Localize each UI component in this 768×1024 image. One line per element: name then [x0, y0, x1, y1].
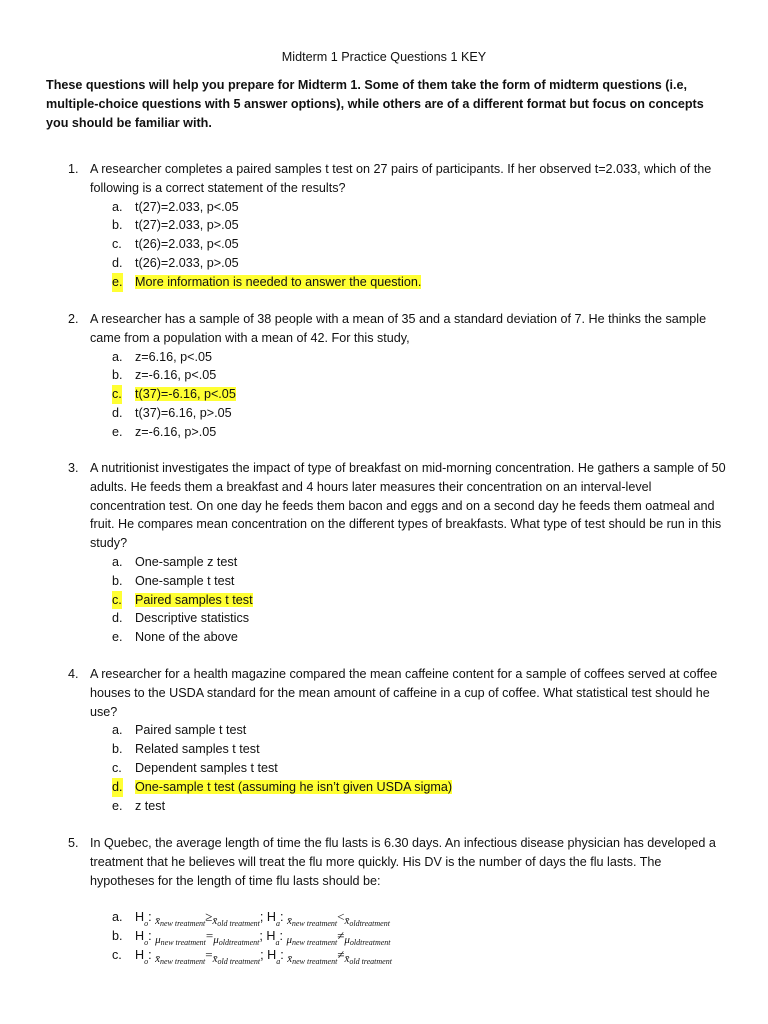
option-letter: b. [112, 218, 123, 233]
option-text: Descriptive statistics [135, 611, 250, 626]
option-letter: e. [112, 798, 123, 813]
option-letter: e. [112, 273, 123, 292]
question-2 [46, 310, 726, 442]
correct-answer-highlight: Paired samples t test [135, 592, 253, 607]
option-d-correct [46, 778, 726, 797]
option-letter: b. [112, 573, 123, 588]
option-text: t(27)=2.033, p>.05 [135, 218, 239, 233]
option-letter: a. [112, 554, 123, 569]
option-text: Dependent samples t test [135, 760, 278, 775]
option-letter: c. [112, 760, 122, 775]
option-letter: e. [112, 630, 123, 645]
answer-options [46, 721, 726, 815]
question-number: 2. [68, 312, 79, 326]
alt-hypothesis-label: $H_a$: [266, 929, 287, 948]
option-a [46, 198, 726, 217]
question-3 [46, 459, 726, 647]
option-a [46, 348, 726, 367]
question-text: A researcher completes a paired samples t test on 27 pairs of participants. If her observed t=2.033, which of the following is a correct statement of the results? [90, 162, 712, 195]
document-title: Midterm 1 Practice Questions 1 KEY [281, 50, 487, 64]
option-letter: b. [112, 368, 123, 383]
option-letter: d. [112, 255, 123, 270]
null-hypothesis-label: $H_o$: [135, 910, 156, 929]
option-text: Related samples t test [135, 742, 260, 757]
question-1 [46, 160, 726, 292]
question-text: A researcher has a sample of 38 people with a mean of 35 and a standard deviation of 7. He thinks the sample came from a population with a mean of 42. For this study, [90, 312, 707, 345]
option-text: Paired sample t test [135, 723, 247, 738]
option-letter: a. [112, 910, 123, 925]
option-text: z=6.16, p<.05 [135, 349, 213, 364]
option-letter: c. [112, 385, 122, 404]
answer-options [46, 198, 726, 292]
option-b [46, 740, 726, 759]
option-e-correct [46, 273, 726, 292]
hypothesis-options [46, 908, 726, 964]
option-c-correct [46, 591, 726, 610]
option-text: One-sample t test [135, 573, 235, 588]
option-letter: c. [112, 237, 122, 252]
option-b [46, 366, 726, 385]
option-letter: a. [112, 199, 123, 214]
question-stem [46, 834, 726, 890]
option-d [46, 404, 726, 423]
question-stem [46, 160, 726, 198]
option-a [46, 721, 726, 740]
option-e [46, 423, 726, 442]
option-letter: b. [112, 929, 123, 944]
option-c [46, 759, 726, 778]
option-text: t(26)=2.033, p>.05 [135, 255, 239, 270]
alt-hypothesis-label: $H_a$: [267, 947, 288, 966]
correct-answer-highlight: One-sample t test (assuming he isn’t given USDA sigma) [135, 779, 453, 794]
alt-hypothesis-label: $H_a$: [266, 910, 287, 929]
question-text: In Quebec, the average length of time the flu lasts is 6.30 days. An infectious disease physician has developed a treatment that he believes will treat the flu more quickly. His DV is the number of days the flu lasts. The hypotheses for the length of time flu lasts should be: [90, 836, 716, 888]
option-letter: d. [112, 778, 123, 797]
option-d [46, 254, 726, 273]
option-d [46, 609, 726, 628]
option-b [46, 572, 726, 591]
question-number: 5. [68, 836, 79, 850]
option-b [46, 216, 726, 235]
question-number: 4. [68, 667, 79, 681]
option-letter: c. [112, 947, 122, 962]
question-text: A nutritionist investigates the impact of type of breakfast on mid-morning concentration. He gathers a sample of 50 adults. He feeds them a breakfast and 4 hours later measures their concentration on an interval-level concentration test. On one day he feeds them bacon and eggs and on a second day he feeds them oatmeal and fruit. He compares mean concentration on the different types of breakfasts. What type of test should be run in this study? [90, 461, 726, 551]
question-number: 1. [68, 162, 79, 176]
question-5 [46, 834, 726, 965]
question-stem [46, 310, 726, 348]
option-letter: d. [112, 405, 123, 420]
null-hypothesis-label: $H_o$: [135, 929, 156, 948]
option-text: One-sample z test [135, 554, 238, 569]
option-letter: b. [112, 742, 123, 757]
option-letter: d. [112, 611, 123, 626]
option-e [46, 628, 726, 647]
question-text: A researcher for a health magazine compared the mean caffeine content for a sample of coffees served at coffee houses to the USDA standard for the mean amount of caffeine in a cup of coffee. What statistical test should he use? [90, 667, 718, 719]
question-number: 3. [68, 461, 79, 475]
option-letter: a. [112, 723, 123, 738]
question-stem [46, 459, 726, 553]
answer-options [46, 348, 726, 442]
option-c: c. $H_o$: $x̄_{new treatment}=x̄_{old treatment}$; $H_a$: $x̄_{new treatment}\ne x̄_{old treatment}$ [112, 946, 392, 966]
null-hypothesis-label: $H_o$: [135, 947, 156, 966]
correct-answer-highlight: t(37)=-6.16, p<.05 [135, 387, 236, 402]
option-text: t(27)=2.033, p<.05 [135, 199, 239, 214]
option-letter: e. [112, 424, 123, 439]
intro-paragraph: These questions will help you prepare for Midterm 1. Some of them take the form of midterm questions (i.e, multiple-choice questions with 5 answer options), while others are of a different format but focus on concepts you should be familiar with. [46, 78, 704, 130]
option-e [46, 797, 726, 816]
option-c-correct [46, 385, 726, 404]
option-text: z test [135, 798, 166, 813]
option-text: None of the above [135, 630, 238, 645]
option-b: b. $H_o$: $\mu_{new treatment}=\mu_{oldtreatment}$; $H_a$: $\mu_{new treatment}\ne\mu_{oldtreatment}$ [112, 928, 391, 948]
answer-options [46, 553, 726, 647]
option-letter: c. [112, 591, 122, 610]
option-letter: a. [112, 349, 123, 364]
correct-answer-highlight: More information is needed to answer the question. [135, 274, 422, 289]
option-c [46, 235, 726, 254]
option-text: z=-6.16, p>.05 [135, 424, 217, 439]
option-text: t(37)=6.16, p>.05 [135, 405, 232, 420]
option-a: a. $H_o$: $x̄_{new treatment}\ge x̄_{old treatment}$; $H_a$: $x̄_{new treatment}<x̄_{oldtreatment}$ [112, 909, 390, 929]
option-text: t(26)=2.033, p<.05 [135, 237, 239, 252]
question-4 [46, 665, 726, 815]
option-a [46, 553, 726, 572]
option-text: z=-6.16, p<.05 [135, 368, 217, 383]
question-stem [46, 665, 726, 721]
